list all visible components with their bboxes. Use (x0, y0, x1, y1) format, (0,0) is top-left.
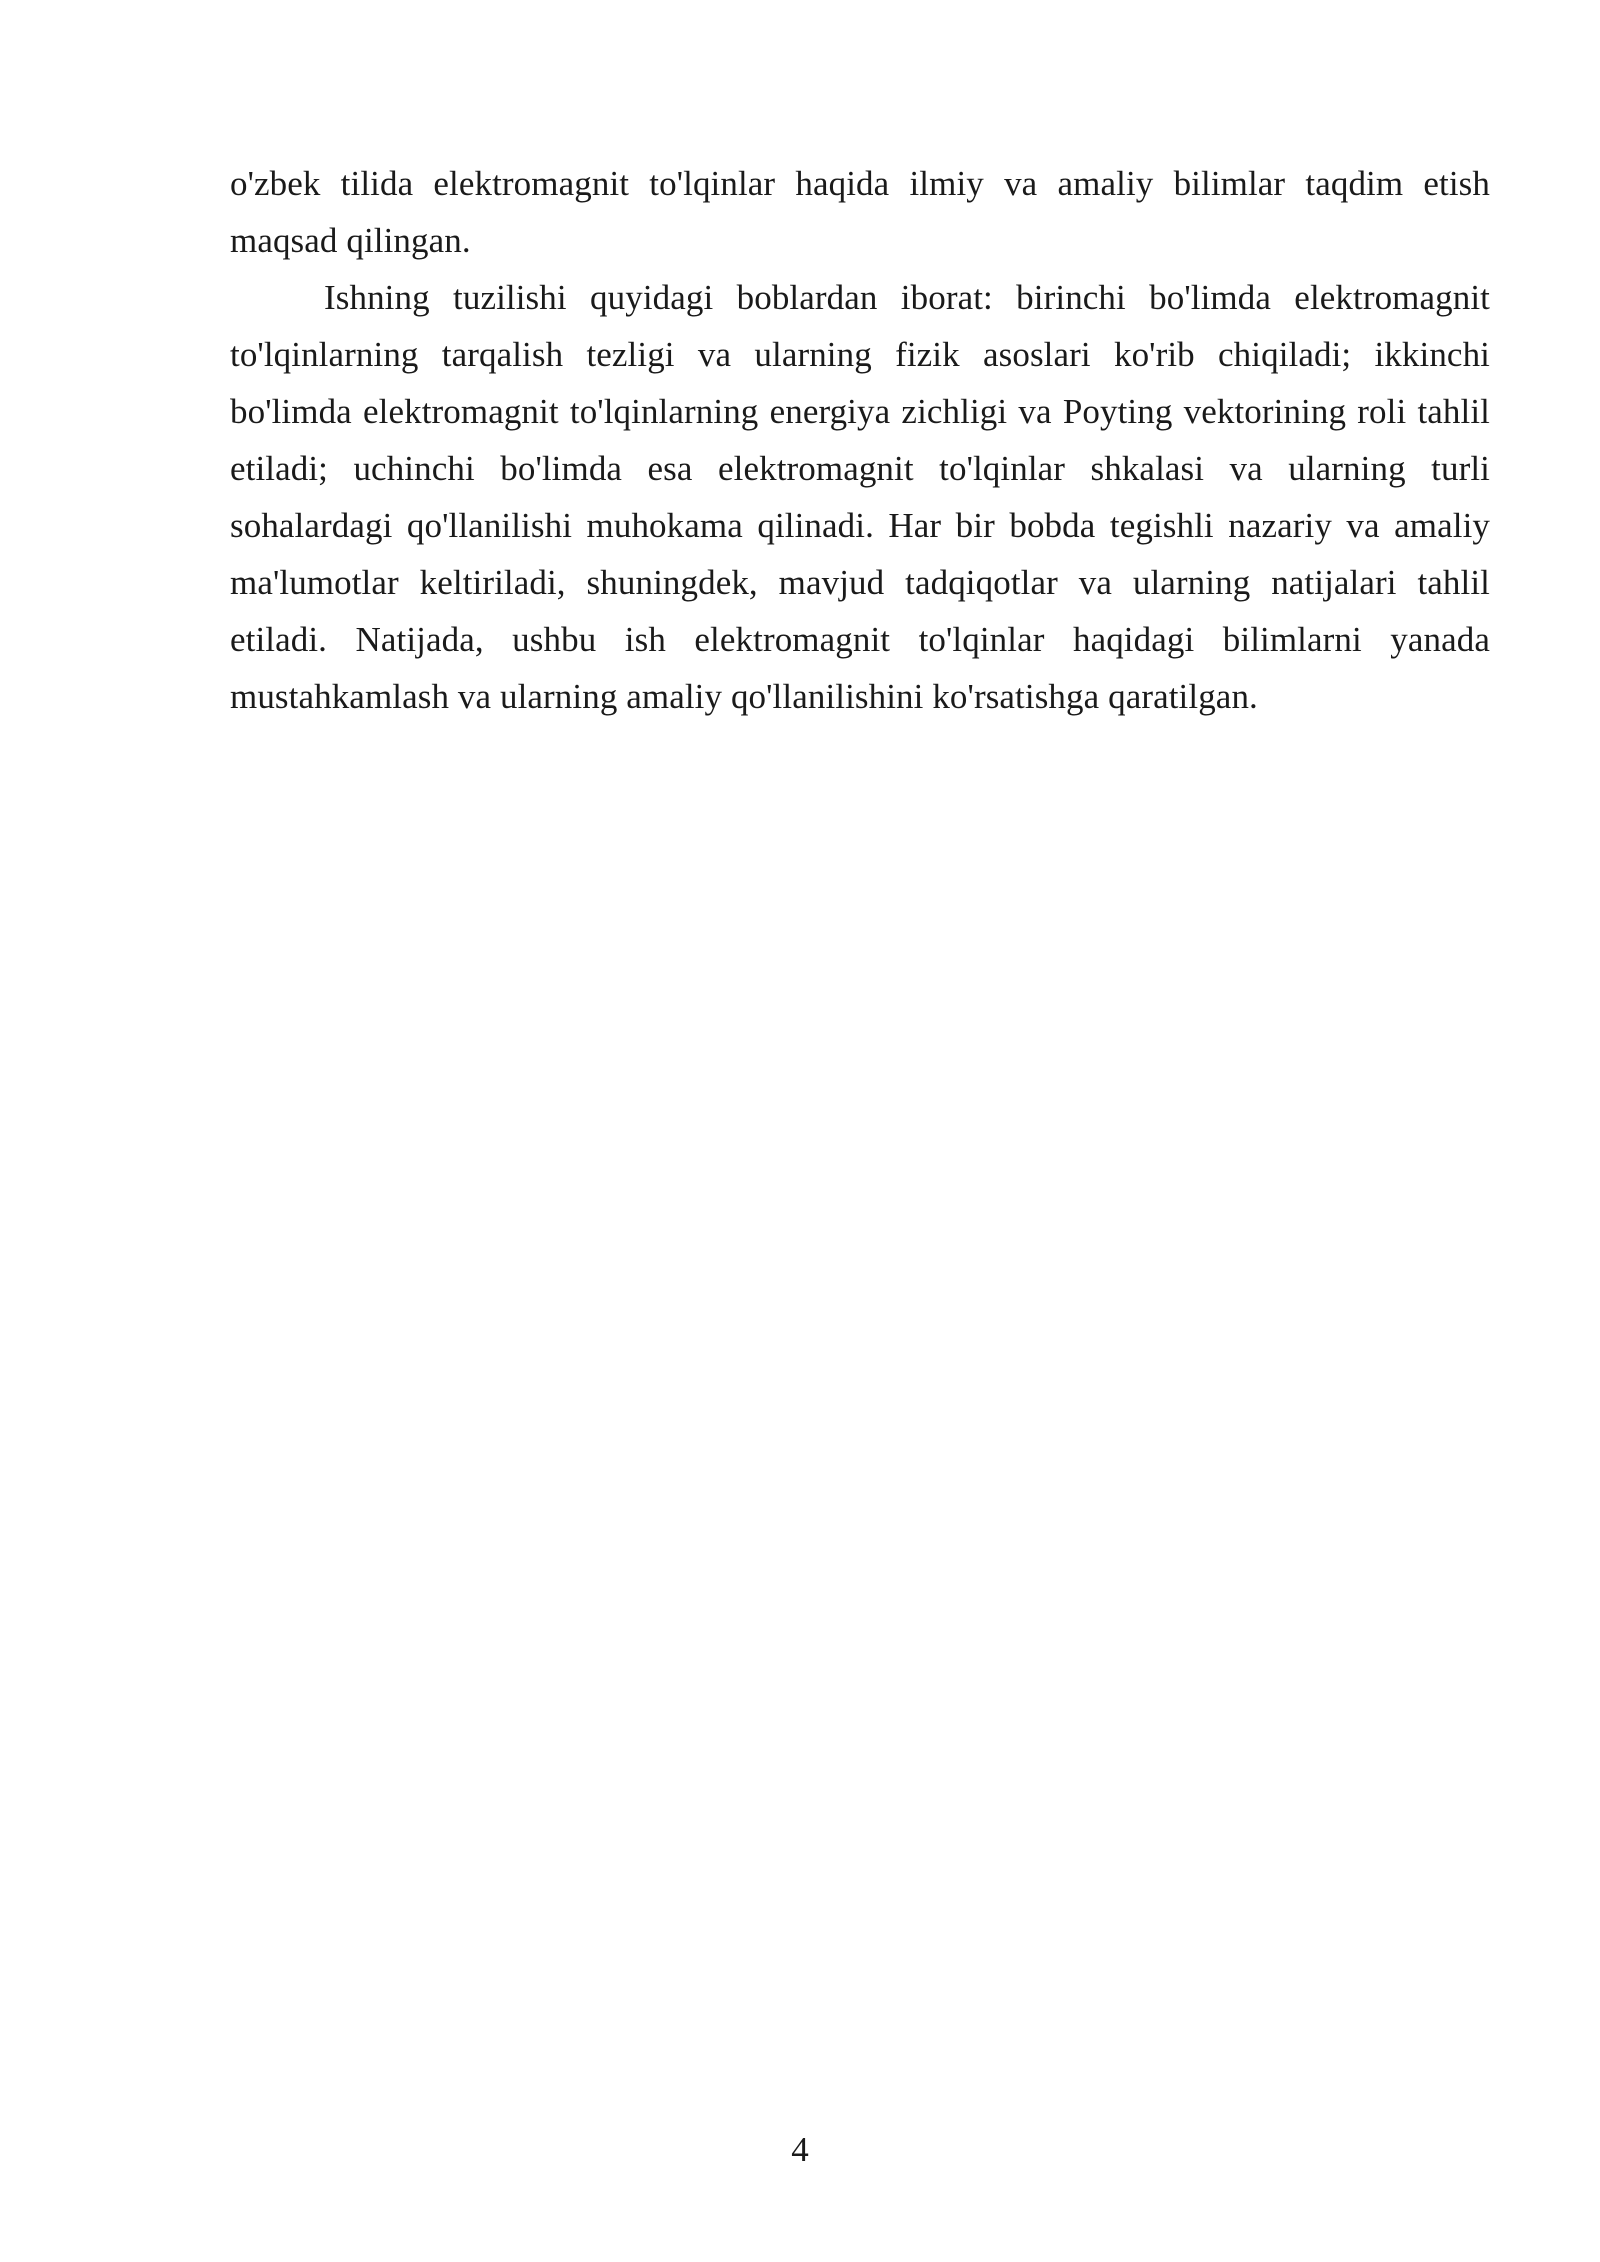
page-number: 4 (791, 2130, 809, 2169)
body-text (230, 155, 1490, 725)
paragraph-continuation: o'zbek tilida elektromagnit to'lqinlar haqida ilmiy va amaliy bilimlar taqdim etish maqsad qilingan. (230, 164, 1490, 260)
paragraph-structure: Ishning tuzilishi quyidagi boblardan iborat: birinchi bo'limda elektromagnit to'lqinlarning tarqalish tezligi va ularning fizik asoslari ko'rib chiqiladi; ikkinchi bo'limda elektromagnit to'lqinlarning energiya zichligi va Poyting vektorining roli tahlil etiladi; uchinchi bo'limda esa elektromagnit to'lqinlar shkalasi va ularning turli sohalardagi qo'llanilishi muhokama qilinadi. Har bir bobda tegishli nazariy va amaliy ma'lumotlar keltiriladi, shuningdek, mavjud tadqiqotlar va ularning natijalari tahlil etiladi. Natijada, ushbu ish elektromagnit to'lqinlar haqidagi bilimlarni yanada mustahkamlash va ularning amaliy qo'llanilishini ko'rsatishga qaratilgan. (230, 278, 1490, 716)
